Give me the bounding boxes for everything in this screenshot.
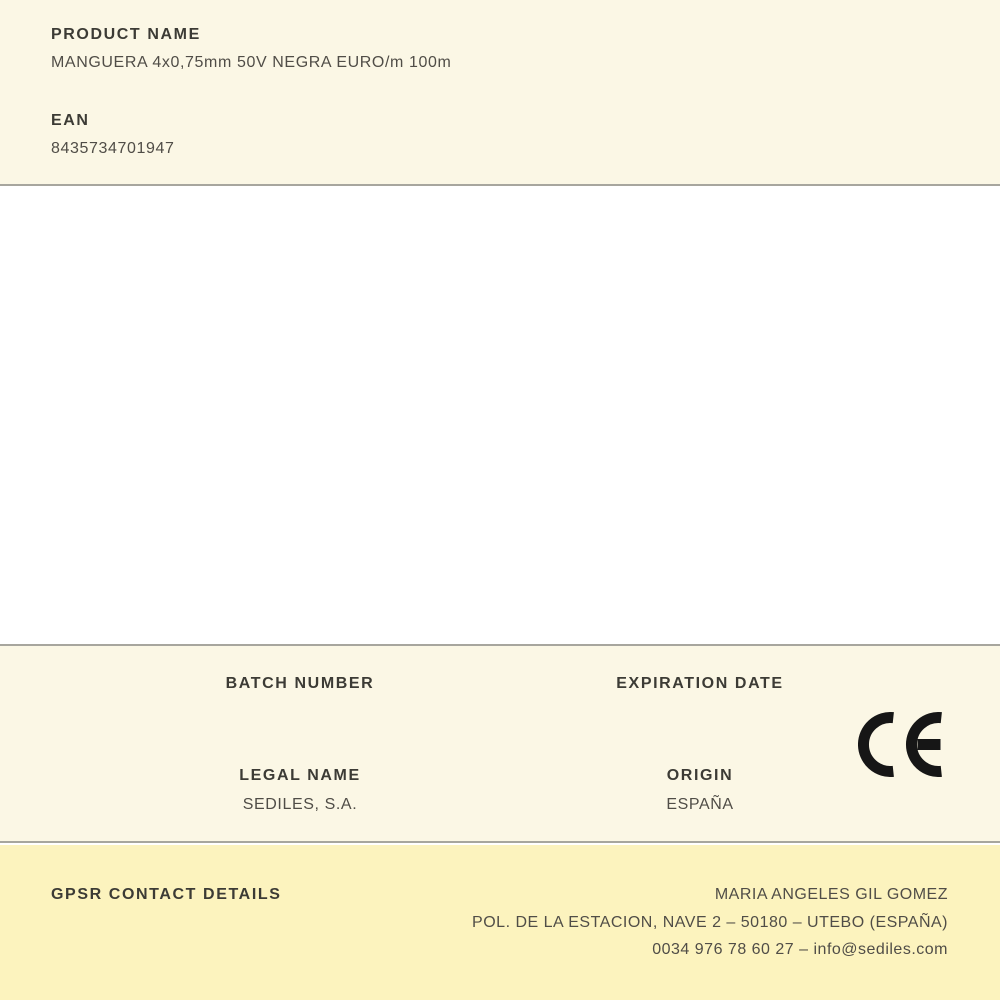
gpsr-contact-name: MARIA ANGELES GIL GOMEZ: [714, 886, 948, 903]
gpsr-contact-label: GPSR CONTACT DETAILS: [51, 886, 282, 903]
origin-label: ORIGIN: [666, 767, 734, 784]
product-name-field: [51, 25, 949, 74]
expiration-date-value: [500, 702, 900, 724]
origin-field: [500, 766, 900, 816]
gpsr-contact-section: [0, 845, 1000, 1000]
legal-name-value: SEDILES, S.A.: [242, 796, 358, 813]
traceability-section: [0, 644, 1000, 843]
ean-label: EAN: [51, 112, 90, 129]
product-name-label: PRODUCT NAME: [51, 26, 201, 43]
product-name-value: MANGUERA 4x0,75mm 50V NEGRA EURO/m 100m: [51, 54, 452, 71]
batch-number-field: [100, 674, 500, 766]
expiration-date-field: [500, 674, 900, 766]
product-info-section: [0, 0, 1000, 186]
ce-mark-icon: [858, 712, 943, 777]
gpsr-contact-phone-email: 0034 976 78 60 27 – info@sediles.com: [652, 941, 948, 958]
batch-number-value: [100, 702, 500, 724]
legal-name-label: LEGAL NAME: [239, 767, 361, 784]
origin-value: ESPAÑA: [666, 796, 734, 813]
gpsr-contact-block: [472, 881, 948, 964]
gpsr-contact-address: POL. DE LA ESTACION, NAVE 2 – 50180 – UTEBO (ESPAÑA): [472, 913, 948, 931]
batch-number-label: BATCH NUMBER: [225, 675, 375, 692]
blank-area: [0, 186, 1000, 644]
legal-name-field: [100, 766, 500, 816]
ean-value: 8435734701947: [51, 140, 175, 157]
traceability-grid: [100, 674, 900, 816]
ean-field: [51, 111, 949, 160]
expiration-date-label: EXPIRATION DATE: [616, 675, 784, 692]
